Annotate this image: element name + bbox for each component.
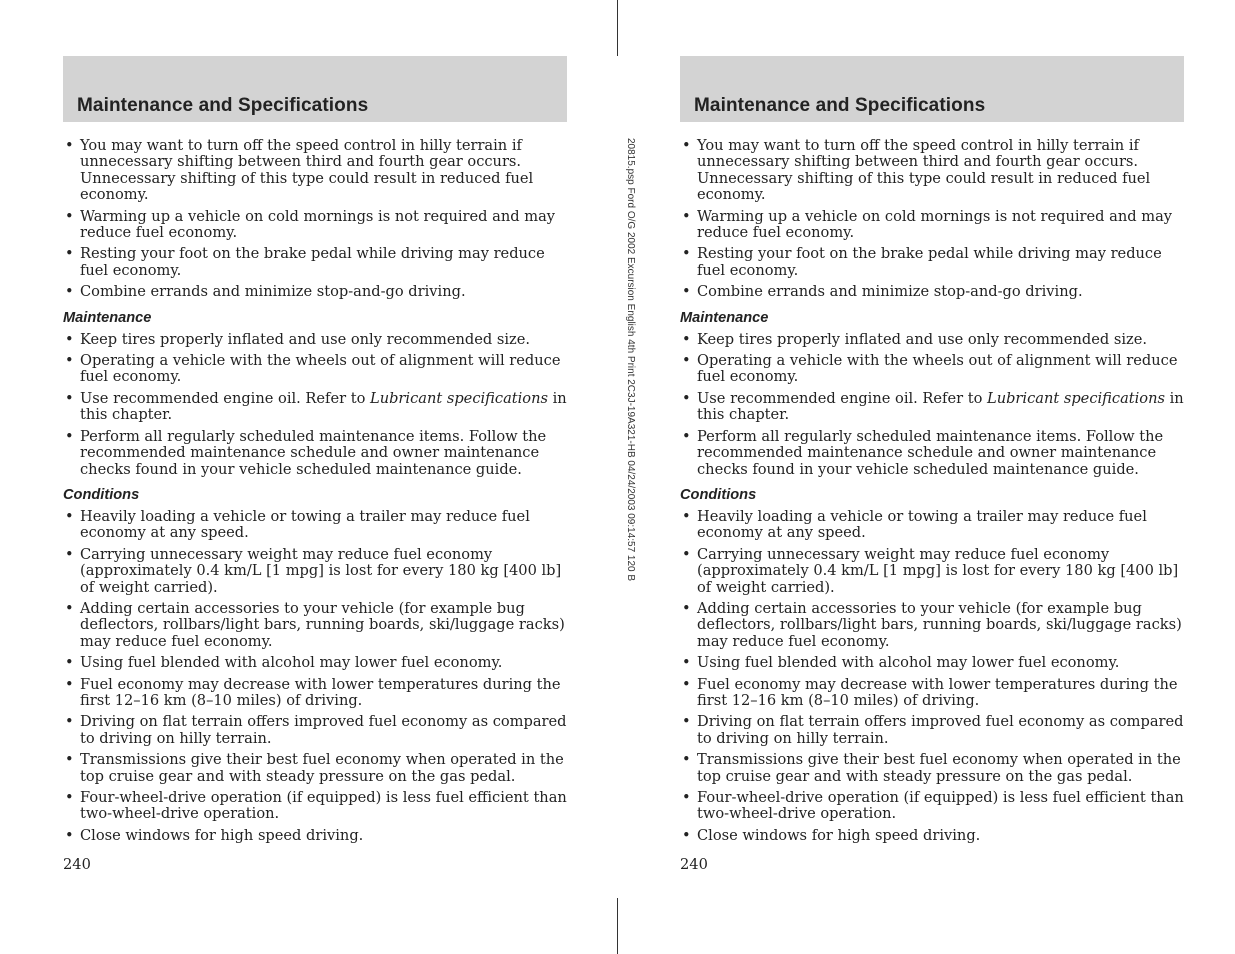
list-item: • Keep tires properly inflated and use only recommended size. [65, 330, 530, 348]
bullet: • [682, 245, 691, 263]
maintenance-heading: Maintenance [63, 309, 152, 326]
bullet: • [65, 137, 74, 154]
list-item: • Resting your foot on the brake pedal while driving may reduce fuel economy. [65, 245, 545, 279]
bullet: • [682, 427, 691, 445]
crop-mark-top [617, 0, 618, 56]
list-item: • Warming up a vehicle on cold mornings is not required and may reduce fuel economy. [65, 207, 556, 242]
bullet: • [65, 389, 74, 407]
bullet: • [682, 545, 691, 563]
list-item: • Use recommended engine oil. Refer to Lubricant specifications in this chapter. [65, 389, 567, 424]
list-item: • Operating a vehicle with the wheels out of alignment will reduce fuel economy. [682, 352, 1178, 386]
list-item: • Transmissions give their best fuel economy when operated in the top cruise gear and with steady pressure on the gas pedal. [65, 751, 564, 785]
page-number: 240 [680, 856, 708, 874]
bullet: • [682, 713, 691, 731]
bullet: • [682, 283, 691, 301]
section-title: Maintenance and Specifications [694, 95, 986, 116]
conditions-list [680, 509, 1184, 844]
bullet: • [65, 675, 74, 693]
bullet: • [682, 675, 691, 693]
bullet: • [65, 283, 74, 301]
crop-mark-bottom [617, 898, 618, 954]
bullet: • [682, 330, 691, 348]
list-item: • Keep tires properly inflated and use only recommended size. [682, 330, 1147, 348]
bullet: • [682, 137, 691, 154]
list-item: • Heavily loading a vehicle or towing a trailer may reduce fuel economy at any speed. [682, 507, 1147, 542]
bullet: • [65, 826, 74, 844]
list-item: • Warming up a vehicle on cold mornings is not required and may reduce fuel economy. [682, 207, 1173, 242]
list-item: • Transmissions give their best fuel economy when operated in the top cruise gear and with steady pressure on the gas pedal. [682, 751, 1181, 785]
section-header [680, 56, 1184, 122]
bullet: • [682, 654, 691, 672]
bullet: • [682, 352, 691, 370]
list-item: • Four-wheel-drive operation (if equipped) is less fuel efficient than two-wheel-drive operation. [65, 789, 567, 823]
bullet: • [65, 789, 74, 806]
bullet: • [65, 207, 74, 225]
bullet: • [65, 352, 74, 370]
bullet: • [682, 789, 691, 806]
cross-reference: Lubricant specifications [370, 389, 548, 407]
list-item: • Use recommended engine oil. Refer to Lubricant specifications in this chapter. [682, 389, 1184, 424]
intro-list [680, 138, 1184, 301]
list-item: • Operating a vehicle with the wheels out of alignment will reduce fuel economy. [65, 352, 561, 386]
section-header [63, 56, 567, 122]
list-item: • Perform all regularly scheduled maintenance items. Follow the recommended maintenance schedule and owner maintenance checks found in your vehicle scheduled maintenance guide. [65, 427, 547, 478]
list-item: • Driving on flat terrain offers improved fuel economy as compared to driving on hilly terrain. [65, 713, 567, 747]
list-item: • You may want to turn off the speed control in hilly terrain if unnecessary shifting between third and fourth gear occurs. Unnecessary shifting of this type could result in reduced fuel economy. [65, 137, 534, 204]
list-item: • Four-wheel-drive operation (if equipped) is less fuel efficient than two-wheel-drive operation. [682, 789, 1184, 823]
list-item: • Adding certain accessories to your vehicle (for example bug deflectors, rollbars/light bars, running boards, ski/luggage racks) may reduce fuel economy. [65, 599, 565, 650]
right-page [680, 56, 1184, 873]
list-item: • Adding certain accessories to your vehicle (for example bug deflectors, rollbars/light bars, running boards, ski/luggage racks) may reduce fuel economy. [682, 599, 1182, 650]
cross-reference: Lubricant specifications [987, 389, 1165, 407]
intro-list [63, 138, 567, 301]
list-item: • Using fuel blended with alcohol may lower fuel economy. [682, 654, 1120, 672]
bullet: • [65, 713, 74, 731]
list-item: • Resting your foot on the brake pedal while driving may reduce fuel economy. [682, 245, 1162, 279]
list-item: • Carrying unnecessary weight may reduce fuel economy (approximately 0.4 km/L [1 mpg] is lost for every 180 kg [400 lb] of weight carried). [65, 545, 562, 596]
conditions-heading: Conditions [680, 486, 757, 503]
bullet: • [65, 507, 74, 525]
bullet: • [65, 427, 74, 445]
bullet: • [682, 599, 691, 617]
page-content [680, 122, 1184, 873]
bullet: • [682, 507, 691, 525]
list-item: • Close windows for high speed driving. [65, 826, 364, 844]
list-item: • Fuel economy may decrease with lower temperatures during the first 12–16 km (8–10 miles) of driving. [682, 675, 1178, 709]
bullet: • [682, 389, 691, 407]
bullet: • [682, 826, 691, 844]
list-item: • Perform all regularly scheduled maintenance items. Follow the recommended maintenance schedule and owner maintenance checks found in your vehicle scheduled maintenance guide. [682, 427, 1164, 478]
bullet: • [65, 330, 74, 348]
print-slug: 20815.psp Ford O/G 2002 Excursion English 4th Print 2C3J-19A321-HB 04/24/2003 09:14:57 120 B [625, 138, 636, 582]
bullet: • [65, 599, 74, 617]
left-page [63, 56, 567, 873]
maintenance-list [63, 332, 567, 478]
page-content [63, 122, 567, 873]
list-item: • Heavily loading a vehicle or towing a trailer may reduce fuel economy at any speed. [65, 507, 530, 542]
bullet: • [682, 751, 691, 769]
list-item: • Fuel economy may decrease with lower temperatures during the first 12–16 km (8–10 miles) of driving. [65, 675, 561, 709]
list-item: • Combine errands and minimize stop-and-go driving. [65, 283, 466, 301]
maintenance-heading: Maintenance [680, 309, 769, 326]
bullet: • [65, 654, 74, 672]
page-number: 240 [63, 856, 91, 874]
section-title: Maintenance and Specifications [77, 95, 369, 116]
conditions-list [63, 509, 567, 844]
list-item: • You may want to turn off the speed control in hilly terrain if unnecessary shifting between third and fourth gear occurs. Unnecessary shifting of this type could result in reduced fuel economy. [682, 137, 1151, 204]
bullet: • [682, 207, 691, 225]
list-item: • Close windows for high speed driving. [682, 826, 981, 844]
bullet: • [65, 545, 74, 563]
list-item: • Combine errands and minimize stop-and-go driving. [682, 283, 1083, 301]
maintenance-list [680, 332, 1184, 478]
conditions-heading: Conditions [63, 486, 140, 503]
list-item: • Using fuel blended with alcohol may lower fuel economy. [65, 654, 503, 672]
bullet: • [65, 245, 74, 263]
list-item: • Carrying unnecessary weight may reduce fuel economy (approximately 0.4 km/L [1 mpg] is lost for every 180 kg [400 lb] of weight carried). [682, 545, 1179, 596]
bullet: • [65, 751, 74, 769]
list-item: • Driving on flat terrain offers improved fuel economy as compared to driving on hilly terrain. [682, 713, 1184, 747]
